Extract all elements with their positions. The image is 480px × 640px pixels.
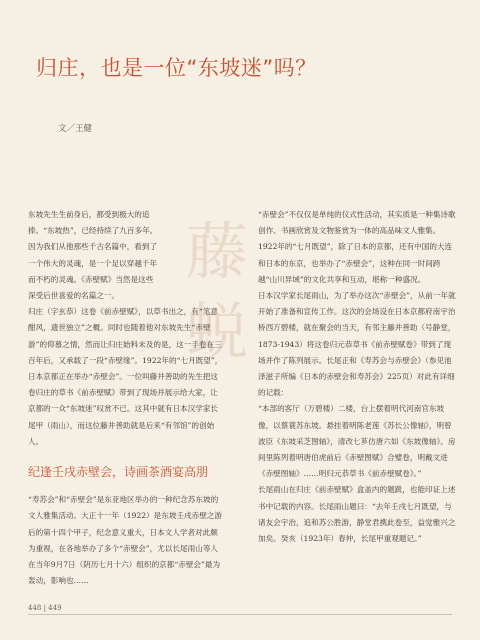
left-paragraph-3: “寿苏会”和“赤壁会”是东亚地区举办的一种纪念苏东坡的文人雅集活动。大正十一年（1922）是东坡壬戌赤壁之游后的第十四个甲子，纪念意义重大，日本文人学者对此颇为重视，在各地举办了多个“赤壁会”，尤以长尾雨山等人在当年9月7日（阴历七月十六）组织的京都“赤壁会”最为轰动，影响也…… (28, 495, 222, 586)
footer-rule (28, 614, 452, 615)
left-paragraph-2: 归庄（字玄恭）这卷《前赤壁赋》，以草书出之，有“笔意酣风，遗世独立”之概。同时也随着他对东坡先生“赤壁游”的仰慕之情，然而让归庄始料未及的是，这一手卷在三百年后，又承载了一段“赤壁缘”。1922年的“七月既望”，日本京都正在举办“赤壁会”。一位叫藤井善助的先生把这卷归庄的草书《前赤壁赋》带到了现场并展示给大家，让京都的一众“东坡迷”叹赏不已。这其中就有日本汉学家长尾甲（雨山），而这位藤井善助就是后来“有邻馆”的创始人。 (28, 307, 223, 446)
author-byline: 文／王健 (58, 124, 93, 134)
section-subheading: 纪逢壬戌赤壁会，诗画茶酒宴高朋 (28, 465, 209, 480)
right-paragraph-1: “赤壁会”不仅仅是单纯的仪式性活动，其实质是一种集诗歌创作、书画欣赏及文物鉴赏为一体的高品味文人雅集。1922年的“七月既望”，除了日本的京都，还有中国的大连和日本的东京，也举办了“赤壁会”，这种在同一时间跨越“山川异域”的文化共享和互动，堪称一种盛况。 (258, 210, 456, 284)
page-title: 归庄，也是一位“东坡迷”吗？ (36, 56, 317, 80)
left-paragraph-1: 东坡先生生前身后，都受到极大的追捧。“东坡热”，已经持续了九百多年。因为我们从他那些千古名篇中，看到了一个伟大的灵魂，是一个足以穿越千年而不朽的灵魂。《赤壁赋》当然是这些深受后世喜爱的名篇之一。 (28, 210, 158, 301)
page-numbers: 448 | 449 (28, 604, 62, 612)
watermark-calligraphy: 藤 蜕 (185, 215, 248, 368)
left-column (28, 207, 224, 589)
right-column (258, 207, 458, 547)
right-paragraph-4: 长尾雨山在归庄《前赤壁赋》盒盖内的题跋，也能印证上述书中记载的内容。长尾雨山题曰：“去年壬戌七月既望，与诸友会宇治，追和苏公胜游，静堂君携此卷至，益觉雅兴之加矣。癸亥（1923年）春仲，长尾甲重观题记。” (258, 485, 456, 544)
right-paragraph-3: “本部的客厅（万碧楼）二楼，台上摆着明代河南官东坡像，以蔡蓑苏东坡。悬挂着明陈老莲《苏长公像轴》，明曾波臣《东坡采芝图轴》，清改七芗仿唐六如《东坡像轴》。房间里陈列着明唐伯虎前后《赤壁图赋》合璧卷，明戴文进《赤壁图轴》……明归元恭草书《前赤壁赋卷》。” (258, 404, 456, 479)
right-paragraph-2: 日本汉学家长尾雨山，为了举办这次“赤壁会”，从前一年就开始了准备和宣传工作。这次的会场设在日本京都府南宇治桥西万碧楼，就在聚会的当天，有邻主藤井善助（号静堂，1873-1943）将这卷归元恭草书《前赤壁赋卷》带到了现场并作了陈列展示。长尾正和《寿苏会与赤壁会》（参见池泽滋子所编《日本的赤壁会和寿苏会》225页）对此有详细的记载： (258, 291, 456, 398)
